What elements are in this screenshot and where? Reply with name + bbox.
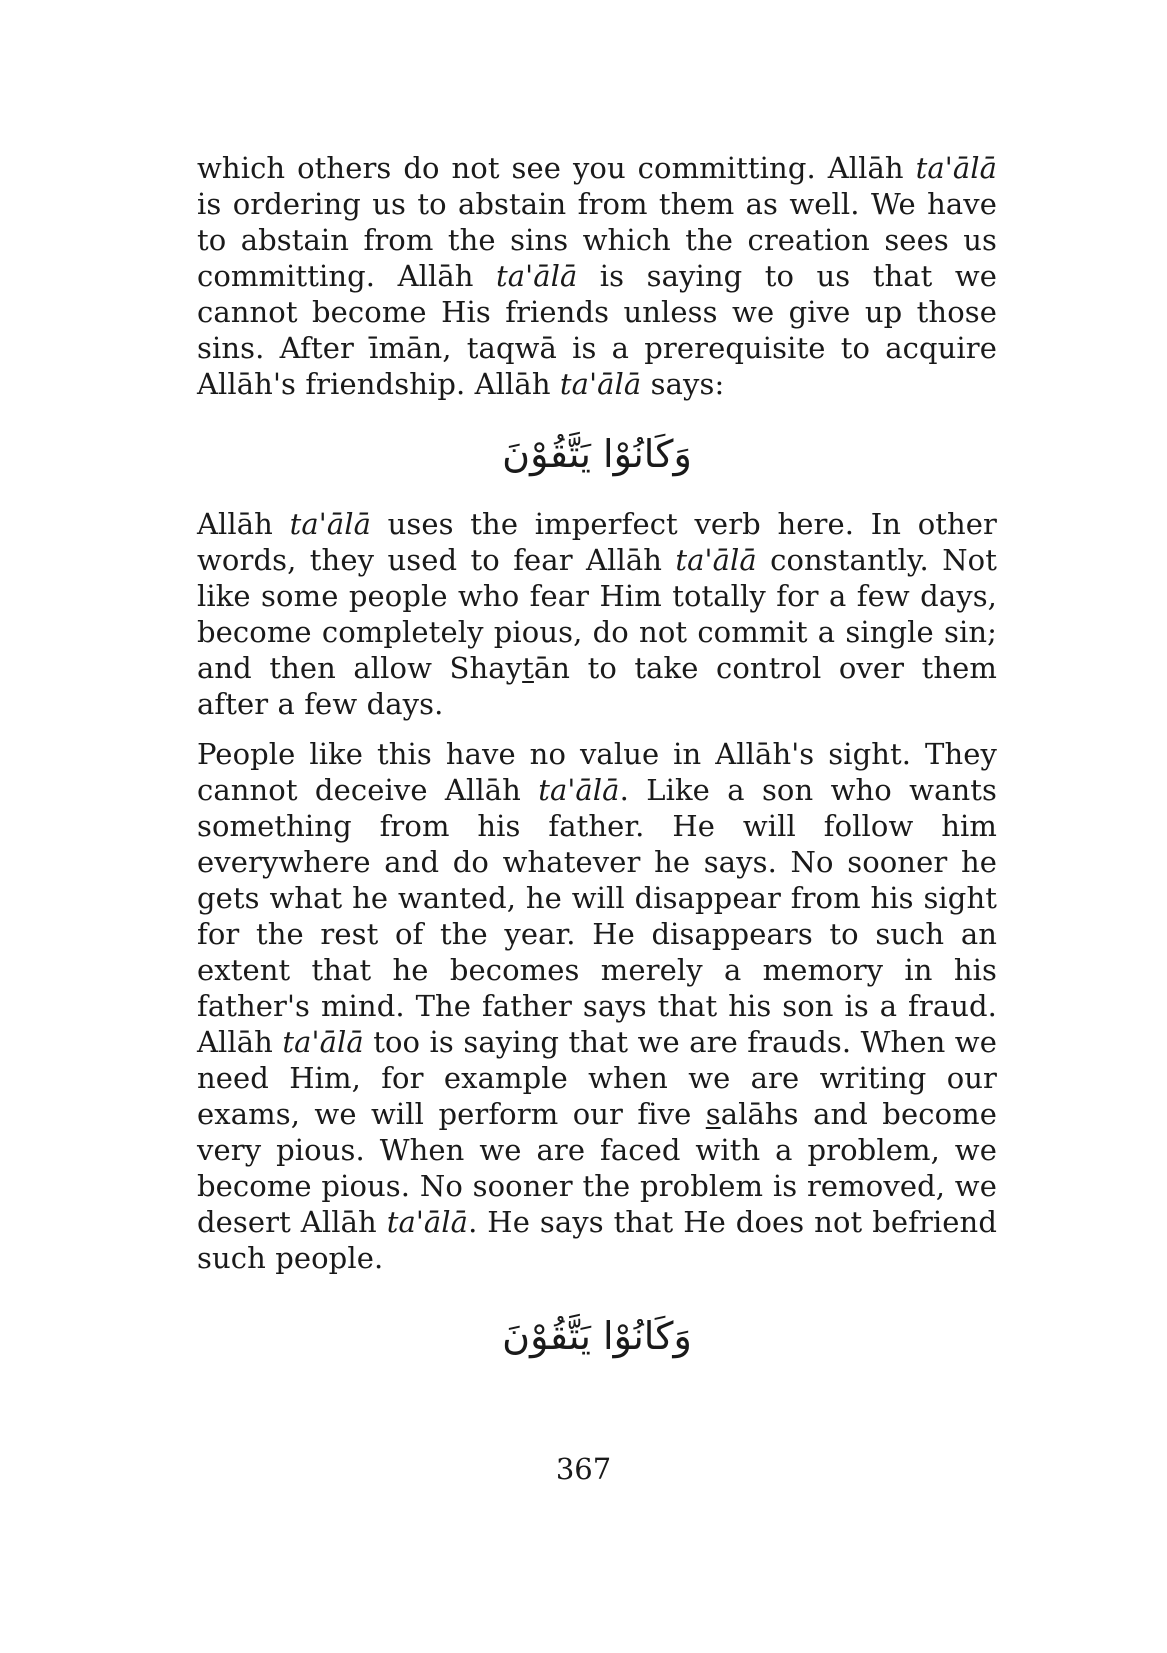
text-run: says: — [641, 367, 725, 401]
arabic-verse-2: وَكَانُوْا يَتَّقُوْنَ — [502, 1314, 692, 1358]
italic-term: ta'ālā — [289, 507, 371, 541]
text-run: People like this have no value in Allāh's sight. They cannot deceive Allāh — [197, 737, 997, 807]
paragraph-2 — [197, 506, 997, 722]
italic-term: ta'ālā — [559, 367, 642, 401]
text-run: alāhs and become very pious. When we are faced with a problem, we become pious. No sooner the problem is removed, we desert Allāh — [197, 1097, 997, 1239]
text-run: constantly. Not like some people who fear Him totally for a few days, become completely pious, do not commit a single sin; and then allow Shay — [197, 543, 997, 685]
italic-term: ta'ālā — [538, 773, 620, 807]
italic-term: ta'ālā — [675, 543, 757, 577]
italic-term: ta'ālā — [915, 151, 997, 185]
italic-term: ta'ālā — [282, 1025, 364, 1059]
text-run: uses the imperfect verb here. In other words, they used to fear Allāh — [197, 507, 998, 577]
text-run: is ordering us to abstain from them as well. We have to abstain from the sins which the creation sees us committing. Allāh — [197, 187, 997, 293]
text-run: ān to take control over them after a few days. — [197, 651, 997, 721]
arabic-verse-1: وَكَانُوْا يَتَّقُوْنَ — [502, 432, 692, 476]
page-number: 367 — [555, 1452, 612, 1486]
text-run: . He says that He does not befriend such people. — [197, 1205, 997, 1275]
paragraph-3 — [197, 736, 997, 1276]
italic-term: ta'ālā — [495, 259, 578, 293]
text-run: . Like a son who wants something from his father. He will follow him everywhere and do whatever he says. No sooner he gets what he wanted, he will disappear from his sight for the rest of the year. He disappears to such an extent that he becomes merely a memory in his father's mind. The father says that his son is a fraud. Allāh — [197, 773, 997, 1059]
paragraph-1 — [197, 150, 997, 402]
text-run: Allāh — [197, 507, 290, 541]
text-run: too is saying that we are frauds. When we need Him, for example when we are writing our exams, we will perform our five — [197, 1025, 997, 1131]
italic-term: ta'ālā — [386, 1205, 469, 1239]
underlined-letter: s — [705, 1097, 721, 1131]
page-body — [197, 150, 997, 1388]
text-run: is saying to us that we cannot become His friends unless we give up those sins. After īmān, taqwā is a prerequisite to acquire Allāh's friendship. Allāh — [197, 259, 998, 401]
text-run: which others do not see you committing. Allāh — [197, 151, 916, 185]
underlined-letter: t — [522, 651, 534, 685]
